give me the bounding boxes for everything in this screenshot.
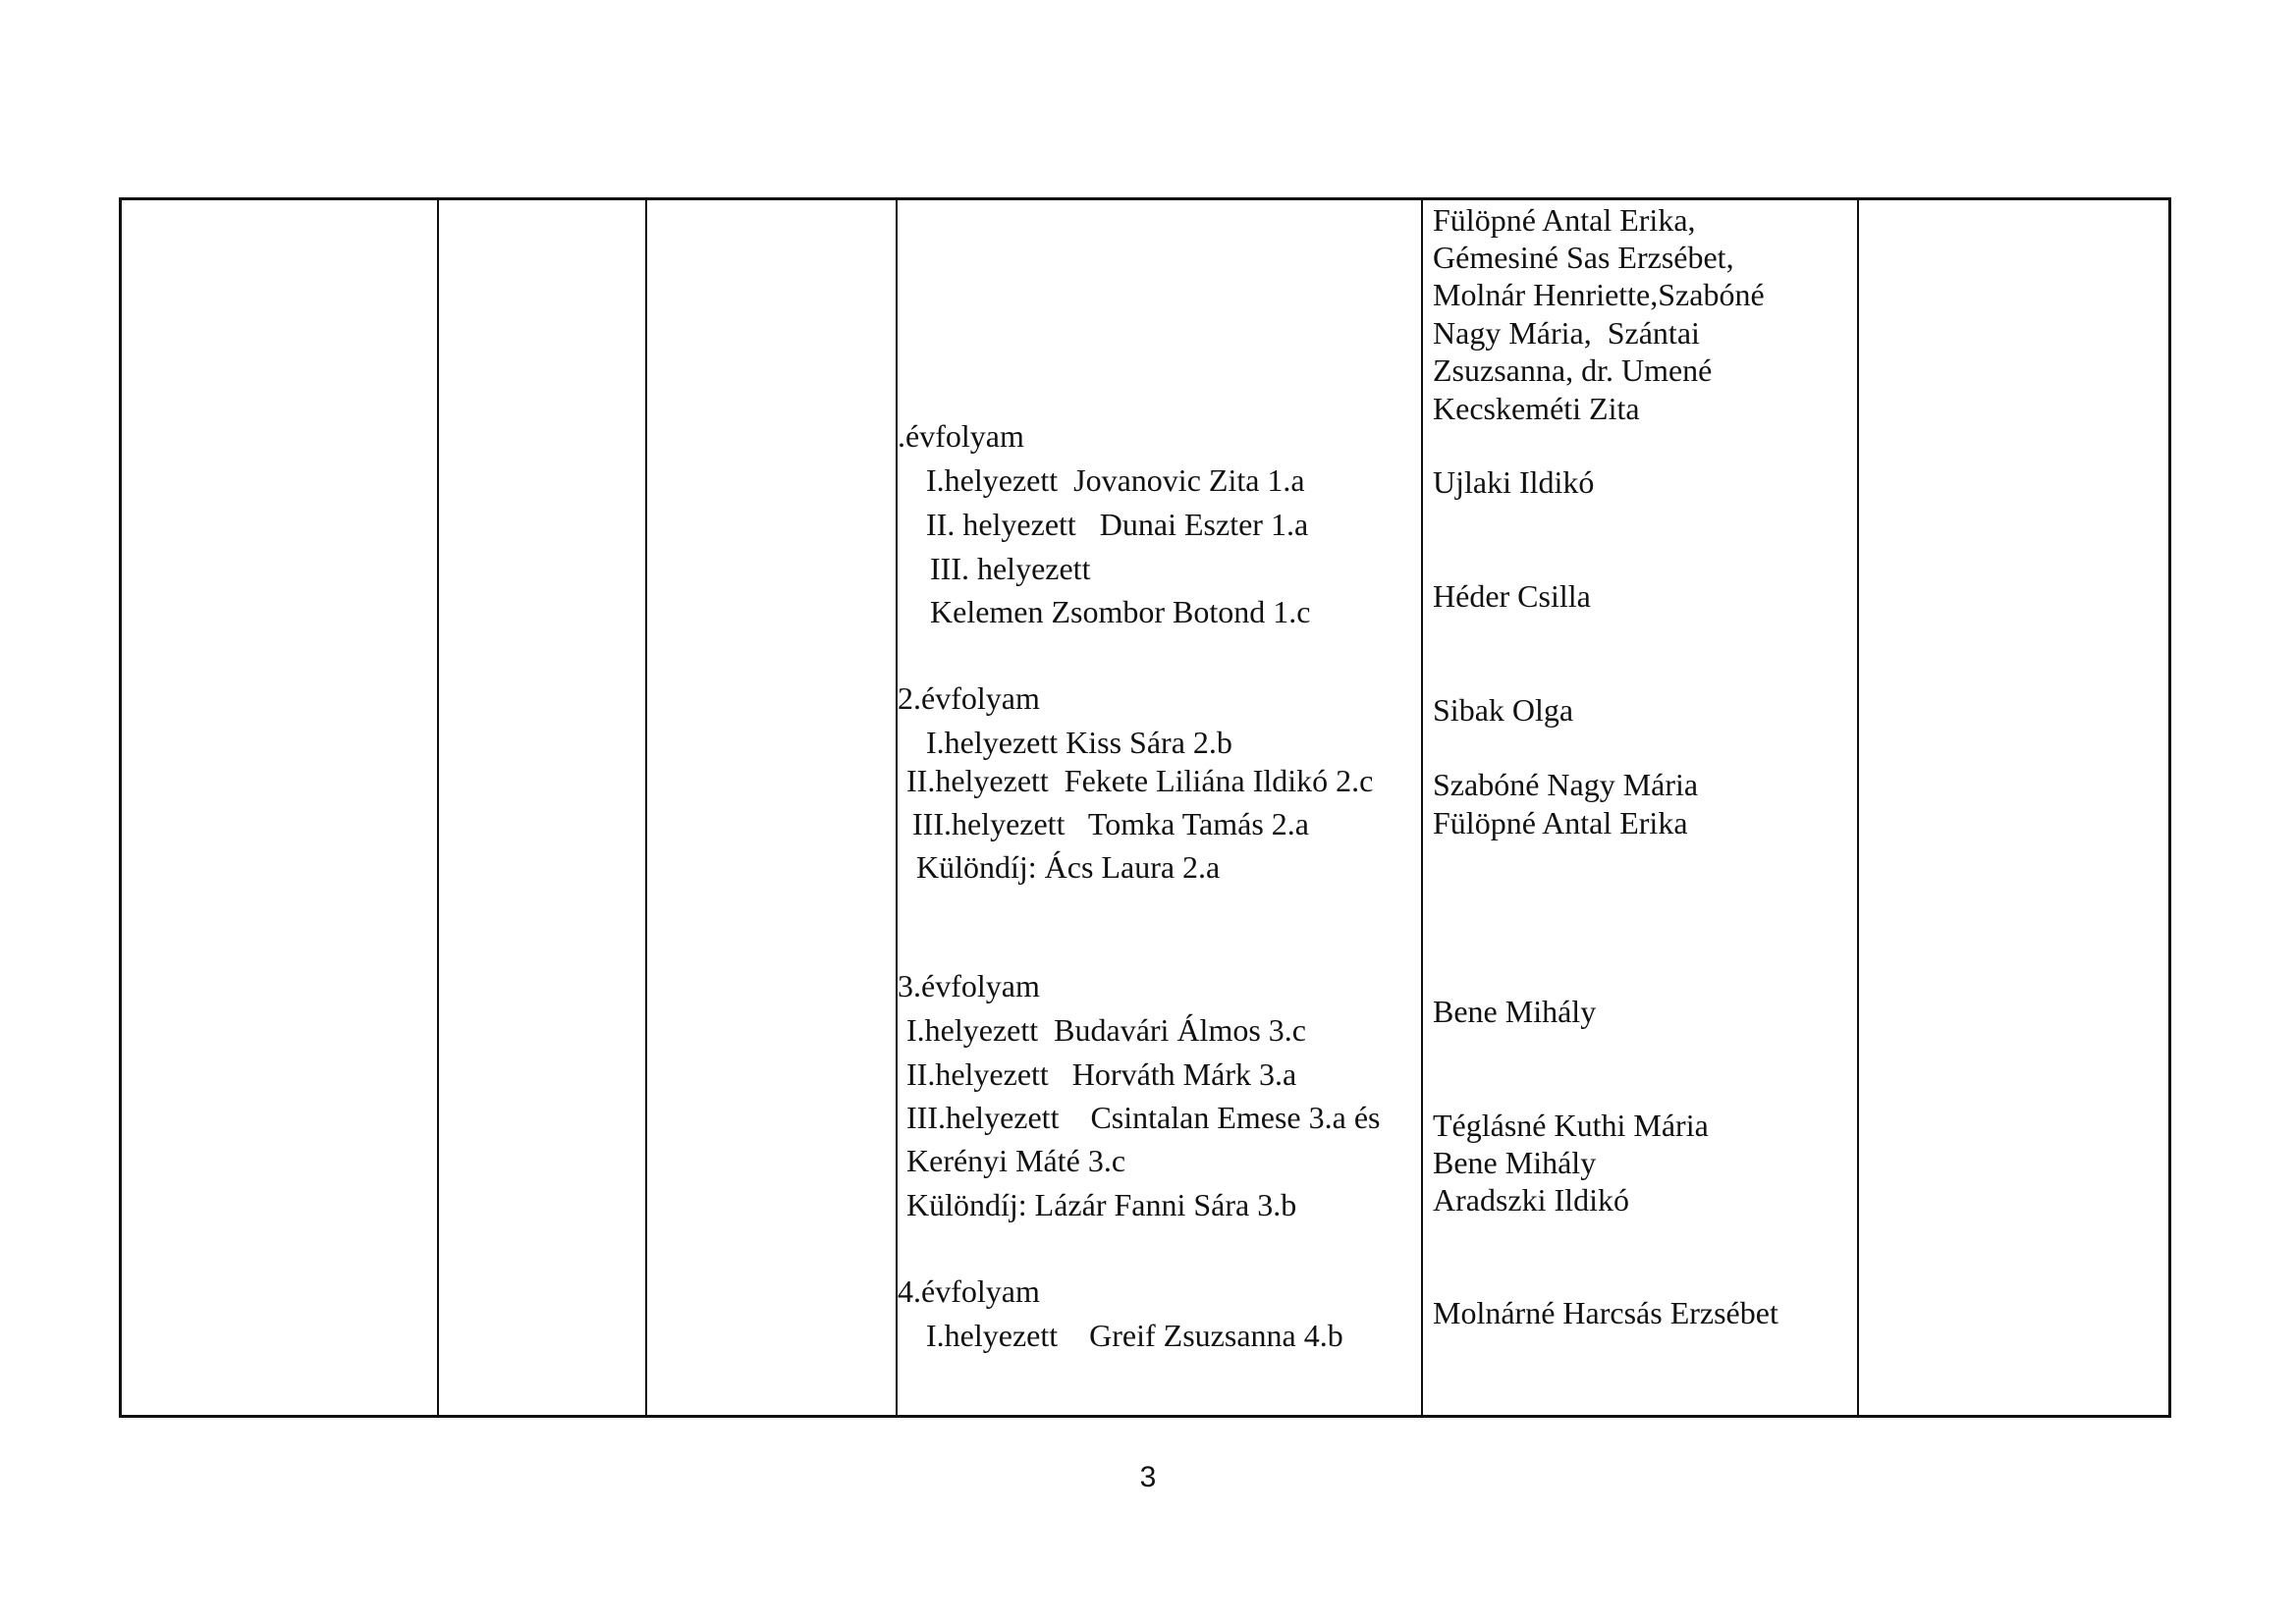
column-divider (437, 200, 439, 1415)
placement-line: II.helyezett Fekete Liliána Ildikó 2.c (906, 763, 1374, 798)
teacher-name: Téglásné Kuthi Mária (1433, 1108, 1709, 1143)
placement-line: Különdíj: Ács Laura 2.a (916, 849, 1221, 885)
placement-line: I.helyezett Kiss Sára 2.b (926, 725, 1232, 760)
placement-line: I.helyezett Budavári Álmos 3.c (906, 1012, 1306, 1048)
column-divider (1857, 200, 1859, 1415)
teacher-name: Héder Csilla (1433, 578, 1591, 614)
placement-line: Kelemen Zsombor Botond 1.c (930, 594, 1311, 629)
column-divider (645, 200, 647, 1415)
placement-line: Kerényi Máté 3.c (906, 1143, 1126, 1178)
grade-heading: .évfolyam (898, 418, 1024, 454)
teacher-name: Sibak Olga (1433, 692, 1574, 728)
page-number: 3 (1139, 1461, 1157, 1493)
placement-line: I.helyezett Jovanovic Zita 1.a (926, 462, 1305, 498)
placement-line: III.helyezett Tomka Tamás 2.a (912, 806, 1309, 841)
placement-line: II. helyezett Dunai Eszter 1.a (926, 507, 1309, 542)
teacher-name: Szabóné Nagy Mária (1433, 767, 1699, 802)
teacher-line: Zsuzsanna, dr. Umené (1433, 352, 1713, 388)
grade-heading: 2.évfolyam (898, 680, 1040, 716)
placement-line: III. helyezett (930, 551, 1091, 586)
placement-line: III.helyezett Csintalan Emese 3.a és (906, 1100, 1381, 1135)
teacher-name: Fülöpné Antal Erika (1433, 805, 1688, 840)
teacher-name: Bene Mihály (1433, 994, 1597, 1029)
teacher-name: Aradszki Ildikó (1433, 1182, 1629, 1218)
placement-line: Különdíj: Lázár Fanni Sára 3.b (906, 1187, 1297, 1222)
teacher-line: Molnár Henriette,Szabóné (1433, 277, 1765, 312)
teacher-line: Fülöpné Antal Erika, (1433, 202, 1696, 238)
grade-heading: 4.évfolyam (898, 1273, 1040, 1309)
teacher-name: Bene Mihály (1433, 1145, 1597, 1180)
grade-heading: 3.évfolyam (898, 968, 1040, 1003)
column-divider (896, 200, 898, 1415)
column-divider (1421, 200, 1423, 1415)
placement-line: II.helyezett Horváth Márk 3.a (906, 1056, 1297, 1092)
teacher-name: Ujlaki Ildikó (1433, 464, 1595, 500)
teacher-name: Molnárné Harcsás Erzsébet (1433, 1295, 1778, 1330)
teacher-line: Gémesiné Sas Erzsébet, (1433, 240, 1734, 275)
teacher-line: Kecskeméti Zita (1433, 391, 1640, 426)
placement-line: I.helyezett Greif Zsuzsanna 4.b (926, 1318, 1343, 1353)
teacher-line: Nagy Mária, Szántai (1433, 315, 1700, 351)
